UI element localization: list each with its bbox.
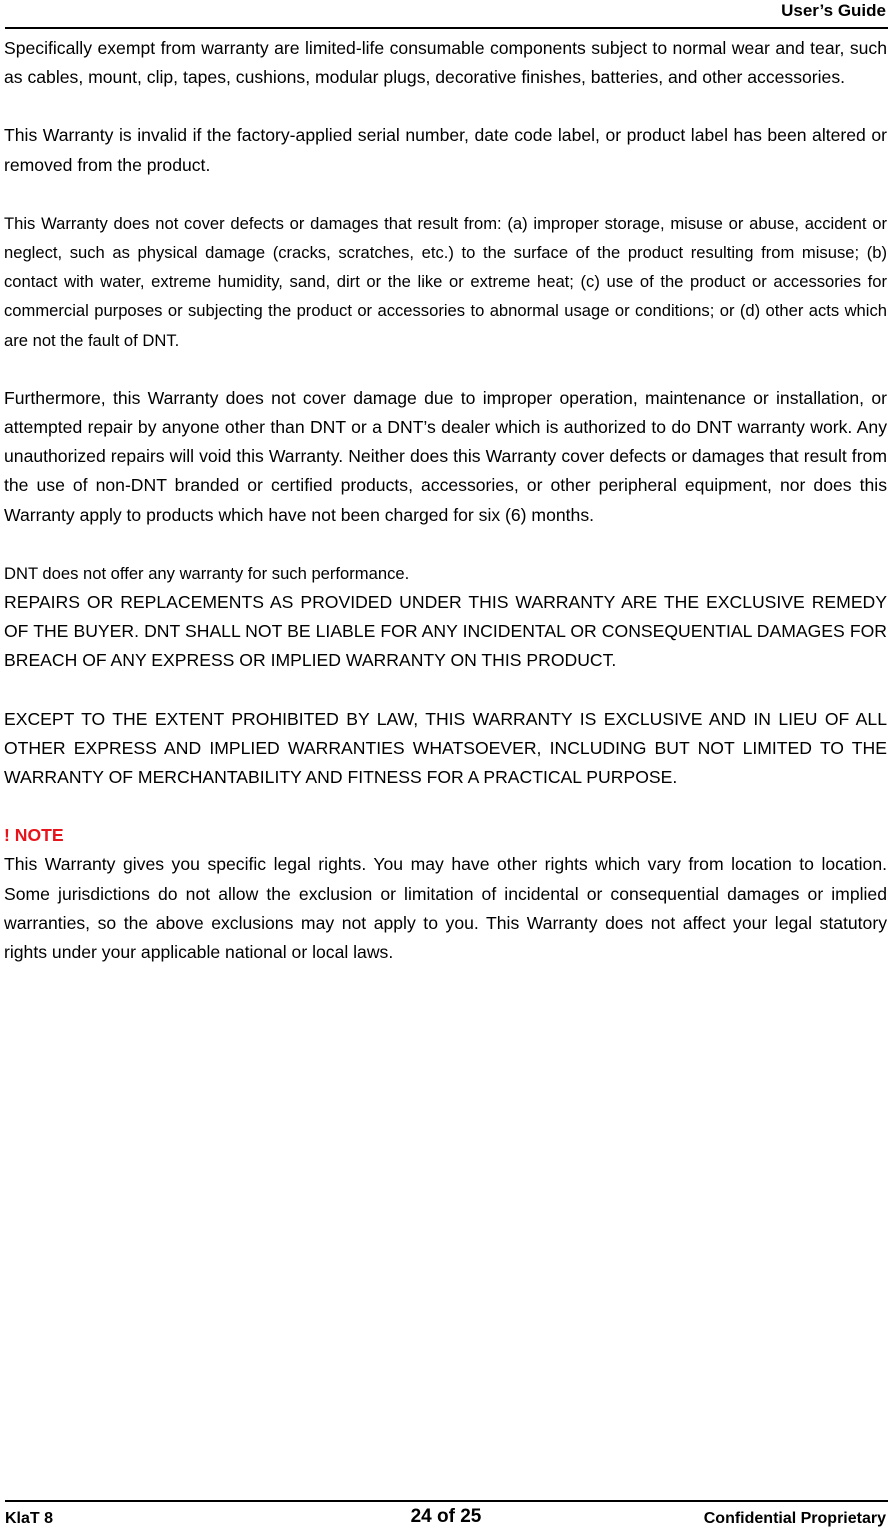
paragraph-invalid-warranty: This Warranty is invalid if the factory-applied serial number, date code label, or product label has been altered or removed from the product.	[4, 125, 887, 175]
paragraph-exclusive-warranty: EXCEPT TO THE EXTENT PROHIBITED BY LAW, THIS WARRANTY IS EXCLUSIVE AND IN LIEU OF ALL OTHER EXPRESS AND IMPLIED WARRANTIES WHATSOEVER, INCLUDING BUT NOT LIMITED TO THE WARRANTY OF MERCHANTABILITY AND FITNESS FOR A PRACTICAL PURPOSE.	[4, 708, 887, 788]
paragraph-no-performance-warranty: DNT does not offer any warranty for such performance.	[4, 563, 410, 583]
footer-page-number: 24 of 25	[410, 1506, 482, 1527]
paragraph-not-covered-defects: This Warranty does not cover defects or damages that result from: (a) improper storage, misuse or abuse, accident or neglect, such as physical damage (cracks, scratches, etc.) to the surface of the product resulting from misuse; (b) contact with water, extreme humidity, sand, dirt or the like or extreme heat; (c) use of the product or accessories for commercial purposes or subjecting the product or accessories to abnormal usage or conditions; or (d) other acts which are not the fault of DNT.	[4, 213, 887, 350]
footer-divider	[5, 1500, 888, 1502]
footer-product-name: KlaT 8	[5, 1510, 54, 1527]
paragraph-exclusive-remedy: REPAIRS OR REPLACEMENTS AS PROVIDED UNDER THIS WARRANTY ARE THE EXCLUSIVE REMEDY OF THE BUYER. DNT SHALL NOT BE LIABLE FOR ANY INCIDENTAL OR CONSEQUENTIAL DAMAGES FOR BREACH OF ANY EXPRESS OR IMPLIED WARRANTY ON THIS PRODUCT.	[4, 592, 887, 671]
footer-confidentiality: Confidential Proprietary	[703, 1510, 886, 1527]
paragraph-improper-operation: Furthermore, this Warranty does not cover damage due to improper operation, maintenance or installation, or attempted repair by anyone other than DNT or a DNT’s dealer which is authorized to do DNT warranty work. Any unauthorized repairs will void this Warranty. Neither does this Warranty cover defects or damages that result from the use of non-DNT branded or certified products, accessories, or other peripheral equipment, nor does this Warranty apply to products which have not been charged for six (6) months.	[4, 387, 887, 525]
document-body	[4, 34, 887, 967]
paragraph-exempt-components: Specifically exempt from warranty are limited-life consumable components subject to normal wear and tear, such as cables, mount, clip, tapes, cushions, modular plugs, decorative finishes, batteries, and other accessories.	[4, 38, 887, 88]
document-header-title: User’s Guide	[781, 1, 886, 20]
header-divider	[5, 27, 888, 29]
note-heading: ! NOTE	[4, 825, 64, 846]
paragraph-legal-rights-note: This Warranty gives you specific legal rights. You may have other rights which vary from location to location. Some jurisdictions do not allow the exclusion or limitation of incidental or consequential damages or implied warranties, so the above exclusions may not apply to you. This Warranty does not affect your legal statutory rights under your applicable national or local laws.	[4, 854, 887, 963]
